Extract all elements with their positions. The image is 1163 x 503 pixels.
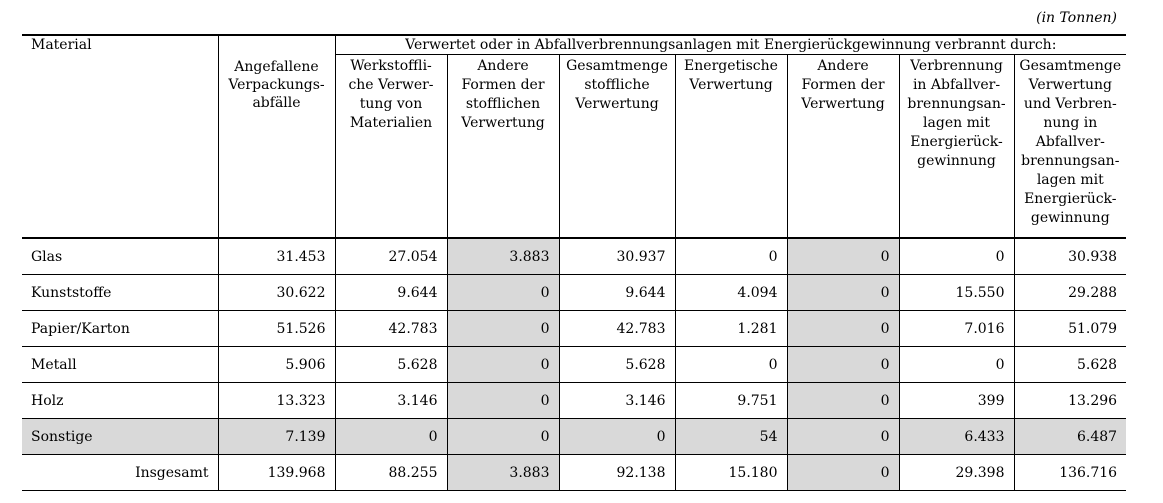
table-cell: 51.079 [1014,311,1126,347]
table-cell: 0 [447,275,559,311]
table-cell: 0 [899,347,1014,383]
header-col-5 [675,55,787,239]
table-cell: 15.550 [899,275,1014,311]
header-col-8 [1014,55,1126,239]
table-cell: 5.628 [335,347,447,383]
table-cell: 31.453 [218,238,335,275]
table-cell: 0 [787,347,899,383]
table-cell: 15.180 [675,455,787,491]
header-line: tung von [359,96,423,112]
table-cell: 1.281 [675,311,787,347]
header-line: Materialien [349,115,433,131]
header-line: Formen der [801,77,885,93]
header-group-title: Verwertet oder in Abfallverbrennungsanlagen mit Energierückgewinnung verbrannt durch: [335,35,1126,55]
table-cell: 4.094 [675,275,787,311]
table-cell: 0 [787,238,899,275]
table-cell: 0 [899,238,1014,275]
header-line: stofflichen [465,96,541,112]
header-line: Formen der [461,77,545,93]
header-line: Verpackungs- [228,77,325,93]
header-line: brennungsan- [907,96,1006,112]
header-line: Andere [477,58,529,74]
header-line: che Verwer- [348,77,434,93]
row-label: Sonstige [22,419,218,455]
table-cell: 30.937 [559,238,675,275]
table-cell: 42.783 [335,311,447,347]
table-cell: 0 [335,419,447,455]
row-label: Glas [22,238,218,275]
header-col-4 [559,55,675,239]
table-cell: 13.296 [1014,383,1126,419]
table-row [22,275,1126,311]
header-col-3 [447,55,559,239]
table-cell: 5.628 [559,347,675,383]
header-line: gewinnung [1030,210,1110,226]
header-line: nung in [1043,115,1098,131]
header-line: Abfallver- [1035,134,1105,150]
header-line: Verwertung [689,77,773,93]
header-line: stoffliche [584,77,650,93]
table-cell: 29.288 [1014,275,1126,311]
row-label: Metall [22,347,218,383]
header-material: Material [22,35,218,238]
table-row [22,383,1126,419]
header-line: Energetische [684,58,778,74]
row-label: Kunststoffe [22,275,218,311]
table-cell: 27.054 [335,238,447,275]
row-label: Papier/Karton [22,311,218,347]
header-line: und Verbren- [1023,96,1117,112]
table-cell: 9.644 [335,275,447,311]
table-cell: 0 [675,347,787,383]
table-row [22,238,1126,275]
header-col-1 [218,35,335,238]
table-cell: 3.883 [447,238,559,275]
table-cell: 0 [787,275,899,311]
header-line: in Abfallver- [912,77,1001,93]
table-cell: 42.783 [559,311,675,347]
table-cell: 0 [447,419,559,455]
header-col-6 [787,55,899,239]
table-cell: 5.628 [1014,347,1126,383]
header-line: lagen mit [923,115,990,131]
table-cell: 5.906 [218,347,335,383]
table-cell: 399 [899,383,1014,419]
table-cell: 30.938 [1014,238,1126,275]
table-cell: 0 [559,419,675,455]
table-cell: 3.146 [559,383,675,419]
header-line: Verwertung [575,96,659,112]
unit-note: (in Tonnen) [1036,10,1117,26]
table-cell: 92.138 [559,455,675,491]
table-row [22,347,1126,383]
table-cell: 54 [675,419,787,455]
table-cell: 6.433 [899,419,1014,455]
table-cell: 0 [447,311,559,347]
header-col-7 [899,55,1014,239]
header-line: brennungsan- [1021,153,1120,169]
packaging-waste-table [22,34,1126,491]
table-cell: 13.323 [218,383,335,419]
table-cell: 30.622 [218,275,335,311]
row-label: Holz [22,383,218,419]
table-cell: 139.968 [218,455,335,491]
table-cell: 0 [787,419,899,455]
header-line: Gesamtmenge [1019,58,1122,74]
header-line: Andere [817,58,869,74]
table-cell: 7.139 [218,419,335,455]
table-cell: 9.644 [559,275,675,311]
table-cell: 9.751 [675,383,787,419]
table-cell: 0 [447,383,559,419]
header-line: Verwertung [461,115,545,131]
header-line: Energierück- [910,134,1003,150]
total-row [22,455,1126,491]
table-cell: 0 [675,238,787,275]
table-row [22,419,1126,455]
total-label: Insgesamt [22,455,218,491]
table-cell: 0 [787,383,899,419]
header-line: abfälle [252,95,301,111]
table-cell: 3.883 [447,455,559,491]
table-cell: 0 [787,455,899,491]
table-cell: 6.487 [1014,419,1126,455]
table-cell: 0 [787,311,899,347]
table-cell: 136.716 [1014,455,1126,491]
header-line: Gesamtmenge [566,58,668,74]
header-line: Verbrennung [910,58,1003,74]
table-cell: 0 [447,347,559,383]
header-line: Angefallene [234,59,319,75]
header-line: Verwertung [1028,77,1112,93]
table-cell: 7.016 [899,311,1014,347]
table-cell: 88.255 [335,455,447,491]
header-line: Energierück- [1024,191,1117,207]
header-line: Werkstoffli- [350,58,432,74]
table-cell: 29.398 [899,455,1014,491]
header-line: Verwertung [801,96,885,112]
header-line: lagen mit [1036,172,1104,188]
table-cell: 3.146 [335,383,447,419]
header-line: gewinnung [917,153,996,169]
table-cell: 51.526 [218,311,335,347]
table-row [22,311,1126,347]
header-col-2 [335,55,447,239]
